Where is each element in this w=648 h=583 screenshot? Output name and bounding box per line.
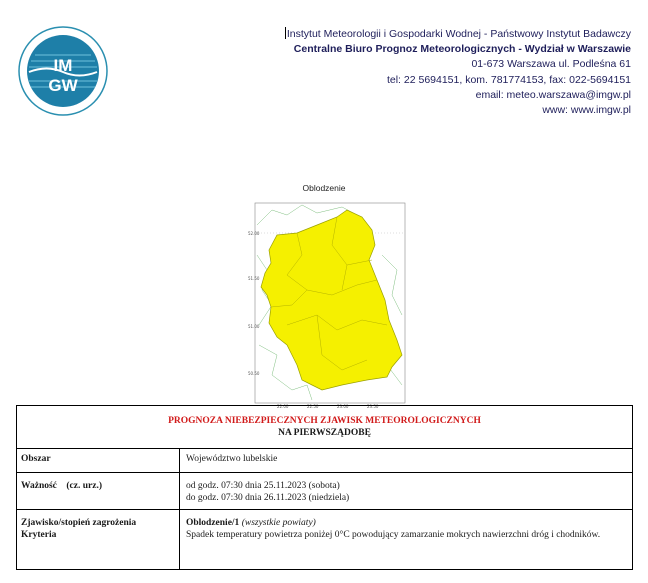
logo-text-bottom: GW [48,76,78,95]
table-row-area [17,448,632,472]
phenomenon-label: Zjawisko/stopień zagrożenia [21,518,137,528]
header-line-institute: Instytut Meteorologii i Gospodarki Wodnej - Państwowy Instytut Badawczy [286,28,631,40]
warning-report-table [16,405,633,570]
phenomenon-value: Oblodzenie/1 [186,518,240,528]
criteria-value: Spadek temperatury powietrza poniżej 0°C powodujący zamarzanie mokrych nawierzchni dróg i chodników. [186,530,601,540]
svg-text:52.00: 52.00 [248,231,260,236]
header-line-department: Centralne Biuro Prognoz Meteorologicznych - Wydział w Warszawie [293,43,631,56]
table-row-validity [17,472,632,509]
area-label: Obszar [17,449,180,472]
criteria-label: Kryteria [21,530,57,540]
svg-text:51.00: 51.00 [248,324,260,329]
header-line-email[interactable]: email: meteo.warszawa@imgw.pl [475,88,631,101]
warning-map [247,195,412,410]
header-line-www[interactable]: www: www.imgw.pl [542,104,631,117]
svg-text:23.50: 23.50 [367,404,379,409]
logo-text-top: IM [53,56,73,75]
svg-text:22.00: 22.00 [277,404,289,409]
report-title-main: PROGNOZA NIEBEZPIECZNYCH ZJAWISK METEOROLOGICZNYCH [168,416,481,426]
phenomenon-scope: (wszystkie powiaty) [241,518,316,528]
svg-text:23.00: 23.00 [337,404,349,409]
map-title: Oblodzenie [302,183,346,193]
imgw-logo [17,25,109,117]
validity-from: od godz. 07:30 dnia 25.11.2023 (sobota) [186,481,340,491]
svg-text:50.50: 50.50 [248,371,260,376]
report-title [17,406,632,448]
header-line-phone: tel: 22 5694151, kom. 781774153, fax: 022-5694151 [386,73,631,86]
area-value: Województwo lubelskie [186,454,278,464]
header-line-address: 01-673 Warszawa ul. Podleśna 61 [471,58,631,71]
report-title-sub: NA PIERWSZĄDOBĘ [278,428,371,438]
institute-header [285,27,631,118]
validity-to: do godz. 07:30 dnia 26.11.2023 (niedziela) [186,493,350,503]
validity-label: Ważność (cz. urz.) [17,473,180,509]
table-row-phenomenon [17,509,632,570]
svg-text:51.50: 51.50 [248,276,260,281]
svg-text:22.50: 22.50 [307,404,319,409]
